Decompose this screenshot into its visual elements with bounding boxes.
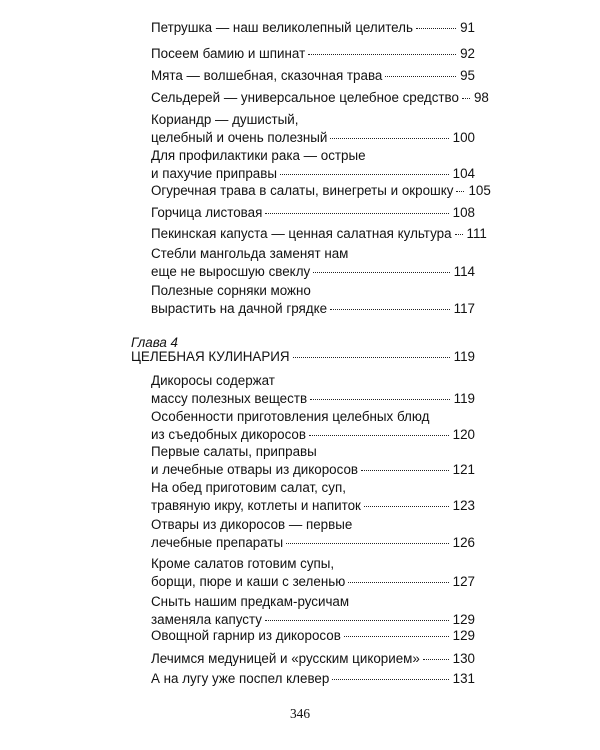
toc-entry <box>131 225 487 243</box>
toc-entry <box>131 372 475 407</box>
toc-entry-title-cont: лечебные препараты <box>151 534 284 550</box>
dot-leader <box>310 399 450 400</box>
toc-entry <box>131 147 475 182</box>
toc-entry <box>131 593 475 628</box>
toc-entry-title: Первые салаты, приправы <box>151 444 317 459</box>
toc-entry-page: 114 <box>453 263 475 279</box>
toc-entry-page: 123 <box>452 497 475 513</box>
toc-entry-title: На обед приготовим салат, суп, <box>151 480 346 495</box>
toc-entry-title-cont: травяную икру, котлеты и напиток <box>151 497 361 513</box>
chapter-title-entry <box>131 348 475 366</box>
toc-entry-title: Огуречная трава в салаты, винегреты и окрошку <box>151 183 454 198</box>
dot-leader <box>308 54 456 55</box>
toc-entry <box>131 245 475 280</box>
toc-entry-page: 120 <box>452 426 475 442</box>
dot-leader <box>280 174 449 175</box>
toc-entry-title: Стебли мангольда заменят нам <box>151 246 349 261</box>
dot-leader <box>265 620 449 621</box>
toc-entry-page: 91 <box>460 20 475 35</box>
toc-entry-title-cont: и лечебные отвары из дикоросов <box>151 461 359 477</box>
toc-entry-page: 129 <box>452 628 475 643</box>
dot-leader <box>385 76 456 77</box>
toc-entry-page: 92 <box>460 46 475 61</box>
toc-entry <box>131 650 475 668</box>
dot-leader <box>361 470 449 471</box>
page-number: 346 <box>289 706 311 721</box>
toc-entry-title: Лечимся медуницей и «русским цикорием» <box>151 651 420 666</box>
dot-leader <box>455 234 463 235</box>
toc-entry <box>131 443 475 478</box>
toc-entry-title: Дикоросы содержат <box>151 373 275 388</box>
dot-leader <box>456 191 464 192</box>
toc-entry-page: 98 <box>473 90 489 105</box>
toc-entry-page: 117 <box>453 300 475 316</box>
toc-entry-title-cont: еще не выросшую свеклу <box>151 263 311 279</box>
toc-entry-title: Кроме салатов готовим супы, <box>151 556 335 571</box>
toc-entry-page: 131 <box>452 671 475 686</box>
toc-entry <box>131 282 475 317</box>
toc-entry <box>131 182 491 200</box>
toc-entry-title: Отвары из дикоросов — первые <box>151 517 353 532</box>
dot-leader <box>364 506 449 507</box>
dot-leader <box>344 636 449 637</box>
toc-entry-title: Особенности приготовления целебных блюд <box>151 409 430 424</box>
toc-entry-page: 105 <box>468 183 491 198</box>
dot-leader <box>330 138 448 139</box>
toc-entry <box>131 408 475 443</box>
toc-entry <box>131 89 489 107</box>
toc-entry <box>131 479 475 514</box>
toc-entry-page: 129 <box>452 611 475 627</box>
toc-entry-page: 119 <box>453 390 475 406</box>
dot-leader <box>416 28 456 29</box>
toc-entry <box>131 670 475 688</box>
toc-entry-title: Для профилактики рака — острые <box>151 148 366 163</box>
toc-entry-page: 108 <box>452 205 475 220</box>
toc-entry-page: 127 <box>452 573 475 589</box>
dot-leader <box>265 213 448 214</box>
toc-entry-title: Кориандр — душистый, <box>151 112 299 127</box>
toc-entry <box>131 67 475 85</box>
toc-entry <box>131 204 475 222</box>
toc-entry-title-cont: из съедобных дикоросов <box>151 426 306 442</box>
toc-entry <box>131 45 475 63</box>
toc-entry-title: Сныть нашим предкам-русичам <box>151 594 350 609</box>
chapter-title: ЦЕЛЕБНАЯ КУЛИНАРИЯ <box>131 349 290 364</box>
dot-leader <box>348 582 448 583</box>
toc-entry-title: Горчица листовая <box>151 205 263 220</box>
dot-leader <box>309 435 449 436</box>
toc-entry-page: 95 <box>460 68 475 83</box>
toc-entry-title-cont: массу полезных веществ <box>151 390 308 406</box>
toc-entry-page: 100 <box>452 129 475 145</box>
dot-leader <box>286 543 449 544</box>
dot-leader <box>423 659 449 660</box>
toc-entry-page: 111 <box>466 226 487 241</box>
dot-leader <box>293 357 450 358</box>
toc-entry-title: Пекинская капуста — ценная салатная культура <box>151 226 452 241</box>
toc-entry-title: Посеем бамию и шпинат <box>151 46 306 61</box>
dot-leader <box>332 679 448 680</box>
toc-entry-title-cont: вырастить на дачной грядке <box>151 300 328 316</box>
toc-entry <box>131 627 475 645</box>
toc-entry-title: Мята — волшебная, сказочная трава <box>151 68 383 83</box>
toc-entry-title: Петрушка — наш великолепный целитель <box>151 20 413 35</box>
toc-entry-title-cont: и пахучие приправы <box>151 165 277 181</box>
toc-entry-title: Сельдерей — универсальное целебное средство <box>151 90 459 105</box>
toc-entry <box>131 111 475 146</box>
dot-leader <box>330 309 450 310</box>
toc-entry-title: Полезные сорняки можно <box>151 283 311 298</box>
dot-leader <box>313 272 449 273</box>
toc-entry-title: А на лугу уже поспел клевер <box>151 671 330 686</box>
toc-entry-page: 126 <box>452 534 475 550</box>
toc-entry-title-cont: целебный и очень полезный <box>151 129 328 145</box>
toc-entry <box>131 555 475 590</box>
toc-entry-title-cont: борщи, пюре и каши с зеленью <box>151 573 346 589</box>
chapter-label: Глава 4 <box>131 335 179 350</box>
dot-leader <box>462 98 470 99</box>
toc-entry-page: 121 <box>452 461 475 477</box>
toc-entry <box>131 19 475 37</box>
chapter-page: 119 <box>453 349 475 364</box>
toc-entry-title: Овощной гарнир из дикоросов <box>151 628 341 643</box>
toc-entry-page: 104 <box>452 165 475 181</box>
toc-entry <box>131 516 475 551</box>
toc-entry-title-cont: заменяла капусту <box>151 611 262 627</box>
toc-entry-page: 130 <box>452 651 475 666</box>
